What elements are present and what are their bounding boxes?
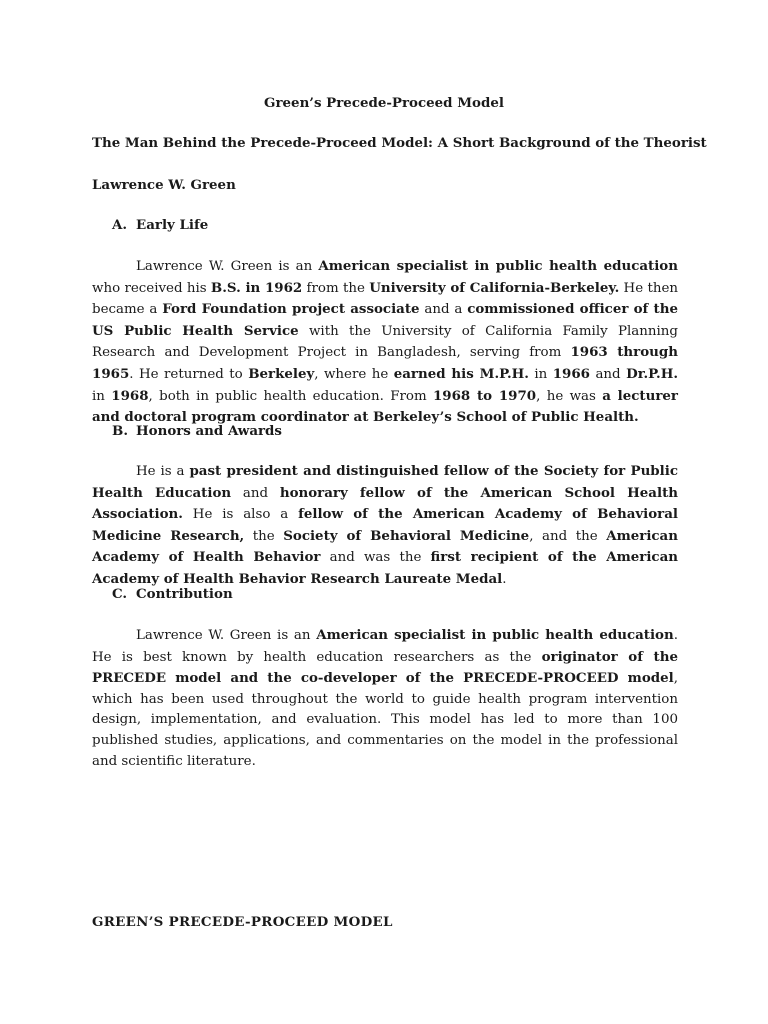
footer-heading: GREEN’S PRECEDE-PROCEED MODEL: [92, 914, 393, 930]
section-title: Honors and Awards: [136, 423, 282, 439]
bold-text-run: American specialist in public health education: [316, 627, 674, 643]
text-run: , and the: [529, 528, 607, 544]
author-name: Lawrence W. Green: [92, 177, 236, 193]
section-heading-honors-awards: [112, 421, 282, 441]
text-run: with the University of California Family Planning Research and Development Project in Bangladesh, serving from: [92, 323, 678, 361]
bold-text-run: past president and distinguished fellow of the Society for Public Health Education: [92, 463, 678, 501]
text-run: in: [528, 366, 553, 382]
text-run: . He returned to: [129, 366, 249, 382]
text-run: who received his: [92, 280, 211, 296]
text-run: He then became a: [92, 280, 678, 318]
bold-text-run: 1963 through 1965: [92, 344, 678, 382]
text-run: and: [231, 485, 280, 501]
bold-text-run: University of California-Berkeley.: [369, 279, 620, 296]
page-title: Green’s Precede-Proceed Model: [264, 95, 504, 111]
bold-text-run: Ford Foundation project associate: [162, 301, 420, 318]
text-run: . He is best known by health education researchers as the: [92, 628, 678, 665]
bold-text-run: 1966: [552, 365, 591, 382]
section-heading-early-life: [112, 215, 208, 235]
bold-text-run: fellow of the American Academy of Behavioral Medicine Research,: [92, 506, 678, 544]
text-run: .: [502, 571, 507, 587]
bold-text-run: Berkeley: [248, 365, 315, 382]
bold-text-run: Society of Behavioral Medicine: [283, 527, 530, 544]
text-run: He is also a: [182, 507, 299, 523]
text-run: and: [590, 366, 627, 382]
paragraph-contribution: [92, 625, 678, 772]
bold-text-run: commissioned officer of the US Public Health Service: [92, 301, 678, 339]
section-letter: C.: [112, 586, 128, 602]
text-run: in: [92, 388, 112, 404]
bold-text-run: 1968 to 1970: [432, 387, 537, 404]
bold-text-run: originator of the PRECEDE model and the co-developer of the PRECEDE-PROCEED model: [92, 648, 678, 687]
bold-text-run: American specialist in public health education: [318, 258, 678, 274]
bold-text-run: a lecturer and doctoral program coordinator at Berkeley’s School of Public Health.: [92, 387, 678, 426]
text-run: , which has been used throughout the world to guide health program intervention design, implementation, and evaluation. This model has led to more than 100 published studies, applications, and commentaries on the model in the professional and scientific literature.: [92, 671, 678, 769]
text-run: Lawrence W. Green is an: [136, 628, 317, 643]
section-title: Early Life: [136, 217, 209, 233]
section-title: Contribution: [136, 586, 233, 602]
text-run: and a: [419, 302, 468, 318]
text-run: from the: [302, 280, 370, 296]
bold-text-run: honorary fellow of the American School Health Association.: [92, 484, 678, 523]
paragraph-early-life: [92, 256, 678, 429]
text-run: and was the: [320, 550, 431, 566]
section-heading-contribution: [112, 584, 233, 604]
subtitle: The Man Behind the Precede-Proceed Model: A Short Background of the Theorist: [92, 135, 707, 151]
bold-text-run: Dr.P.H.: [626, 365, 679, 382]
text-run: Lawrence W. Green is an: [136, 259, 319, 274]
section-letter: A.: [112, 217, 128, 233]
bold-text-run: B.S. in 1962: [210, 279, 303, 296]
bold-text-run: 1968: [111, 387, 149, 404]
paragraph-honors-awards: [92, 461, 678, 591]
section-letter: B.: [112, 423, 128, 439]
text-run: , he was: [536, 388, 603, 404]
text-run: He is a: [136, 464, 190, 479]
text-run: , where he: [314, 366, 394, 382]
bold-text-run: American Academy of Health Behavior: [92, 527, 678, 566]
bold-text-run: first recipient of the American Academy of Health Behavior Research Laureate Medal: [92, 549, 678, 587]
text-run: the: [244, 528, 284, 544]
text-run: , both in public health education. From: [148, 388, 433, 404]
bold-text-run: earned his M.P.H.: [393, 365, 529, 382]
